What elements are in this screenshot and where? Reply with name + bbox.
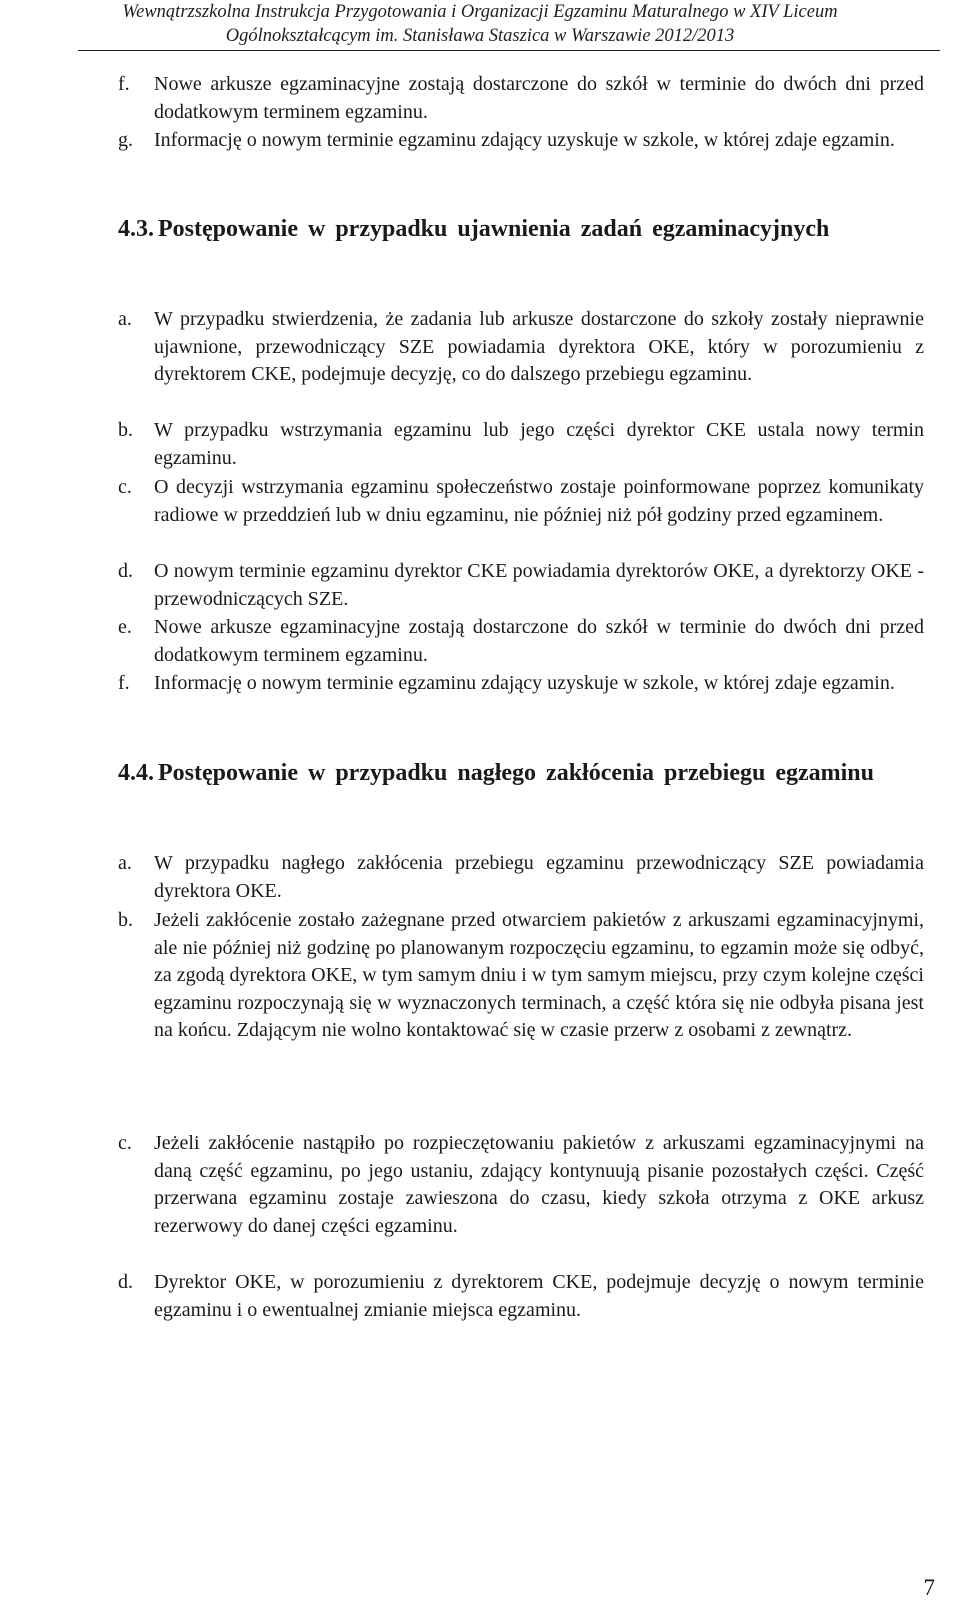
- item-text: W przypadku wstrzymania egzaminu lub jego części dyrektor CKE ustala nowy termin egzaminu.: [154, 419, 924, 469]
- item-text: Informację o nowym terminie egzaminu zdający uzyskuje w szkole, w której zdaje egzamin.: [154, 129, 895, 151]
- item-text: O nowym terminie egzaminu dyrektor CKE powiadamia dyrektorów OKE, a dyrektorzy OKE - przewodniczących SZE.: [154, 560, 924, 610]
- list-item: [118, 1269, 924, 1324]
- list-item: [118, 71, 924, 126]
- item-text: Jeżeli zakłócenie zostało zażegnane przed otwarciem pakietów z arkuszami egzaminacyjnymi, ale nie później niż godzinę po planowanym rozpoczęciu egzaminu, to egzamin może się odbyć, za zgodą dyrektora OKE, w tym samym dniu i w tym samym miejscu, przy czym kolejne części egzaminu rozpoczynają się w wyznaczonych terminach, a część która się nie odbyła pisana jest na końcu. Zdającym nie wolno kontaktować się w czasie przerw z osobami z zewnątrz.: [154, 909, 924, 1042]
- item-label: g.: [118, 129, 133, 151]
- item-label: e.: [118, 616, 132, 638]
- list-item: [118, 417, 924, 472]
- item-label: d.: [118, 560, 133, 582]
- item-label: f.: [118, 73, 130, 95]
- list-item: [118, 474, 924, 529]
- header-rule: [78, 50, 940, 51]
- list-item: [118, 614, 924, 669]
- section-heading-4-4: [118, 758, 926, 789]
- list-item: [118, 306, 924, 389]
- item-label: a.: [118, 308, 132, 330]
- running-header: [0, 0, 960, 48]
- item-text: Jeżeli zakłócenie nastąpiło po rozpieczętowaniu pakietów z arkuszami egzaminacyjnymi na daną część egzaminu, po jego ustaniu, zdający kontynuują pisanie pozostałych części. Część przerwana egzaminu zostaje zawieszona do czasu, kiedy szkoła otrzyma z OKE arkusz rezerwowy do danej części egzaminu.: [154, 1132, 924, 1237]
- section-heading-4-3: [118, 214, 926, 245]
- list-item: [118, 670, 924, 698]
- list-item: [118, 127, 924, 155]
- item-text: Nowe arkusze egzaminacyjne zostają dostarczone do szkół w terminie do dwóch dni przed dodatkowym terminem egzaminu.: [154, 616, 924, 666]
- section-number: 4.4.: [118, 760, 154, 786]
- list-item: [118, 1130, 924, 1240]
- item-label: c.: [118, 1132, 132, 1154]
- item-label: c.: [118, 476, 132, 498]
- list-item: [118, 558, 924, 613]
- item-label: d.: [118, 1271, 133, 1293]
- header-line-2: Ogólnokształcącym im. Stanisława Staszica w Warszawie 2012/2013: [225, 26, 735, 46]
- section-number: 4.3.: [118, 216, 154, 242]
- header-line-1: Wewnątrzszkolna Instrukcja Przygotowania i Organizacji Egzaminu Maturalnego w XIV Liceum: [122, 2, 838, 22]
- item-text: Nowe arkusze egzaminacyjne zostają dostarczone do szkół w terminie do dwóch dni przed dodatkowym terminem egzaminu.: [154, 73, 924, 123]
- item-label: b.: [118, 419, 133, 441]
- list-item: [118, 907, 924, 1045]
- section-title: Postępowanie w przypadku nagłego zakłócenia przebiegu egzaminu: [158, 760, 875, 786]
- section-title: Postępowanie w przypadku ujawnienia zadań egzaminacyjnych: [158, 216, 830, 242]
- item-label: a.: [118, 852, 132, 874]
- item-text: W przypadku nagłego zakłócenia przebiegu egzaminu przewodniczący SZE powiadamia dyrektora OKE.: [154, 852, 924, 902]
- item-text: O decyzji wstrzymania egzaminu społeczeństwo zostaje poinformowane poprzez komunikaty radiowe w przeddzień lub w dniu egzaminu, nie później niż pół godziny przed egzaminem.: [154, 476, 924, 526]
- item-label: f.: [118, 672, 130, 694]
- item-label: b.: [118, 909, 133, 931]
- page-number: 7: [923, 1575, 935, 1600]
- list-item: [118, 850, 924, 905]
- item-text: Dyrektor OKE, w porozumieniu z dyrektorem CKE, podejmuje decyzję o nowym terminie egzaminu i o ewentualnej zmianie miejsca egzaminu.: [154, 1271, 924, 1321]
- item-text: W przypadku stwierdzenia, że zadania lub arkusze dostarczone do szkoły zostały nieprawnie ujawnione, przewodniczący SZE powiadamia dyrektora OKE, który w porozumieniu z dyrektorem CKE, podejmuje decyzję, co do dalszego przebiegu egzaminu.: [154, 308, 924, 386]
- item-text: Informację o nowym terminie egzaminu zdający uzyskuje w szkole, w której zdaje egzamin.: [154, 672, 895, 694]
